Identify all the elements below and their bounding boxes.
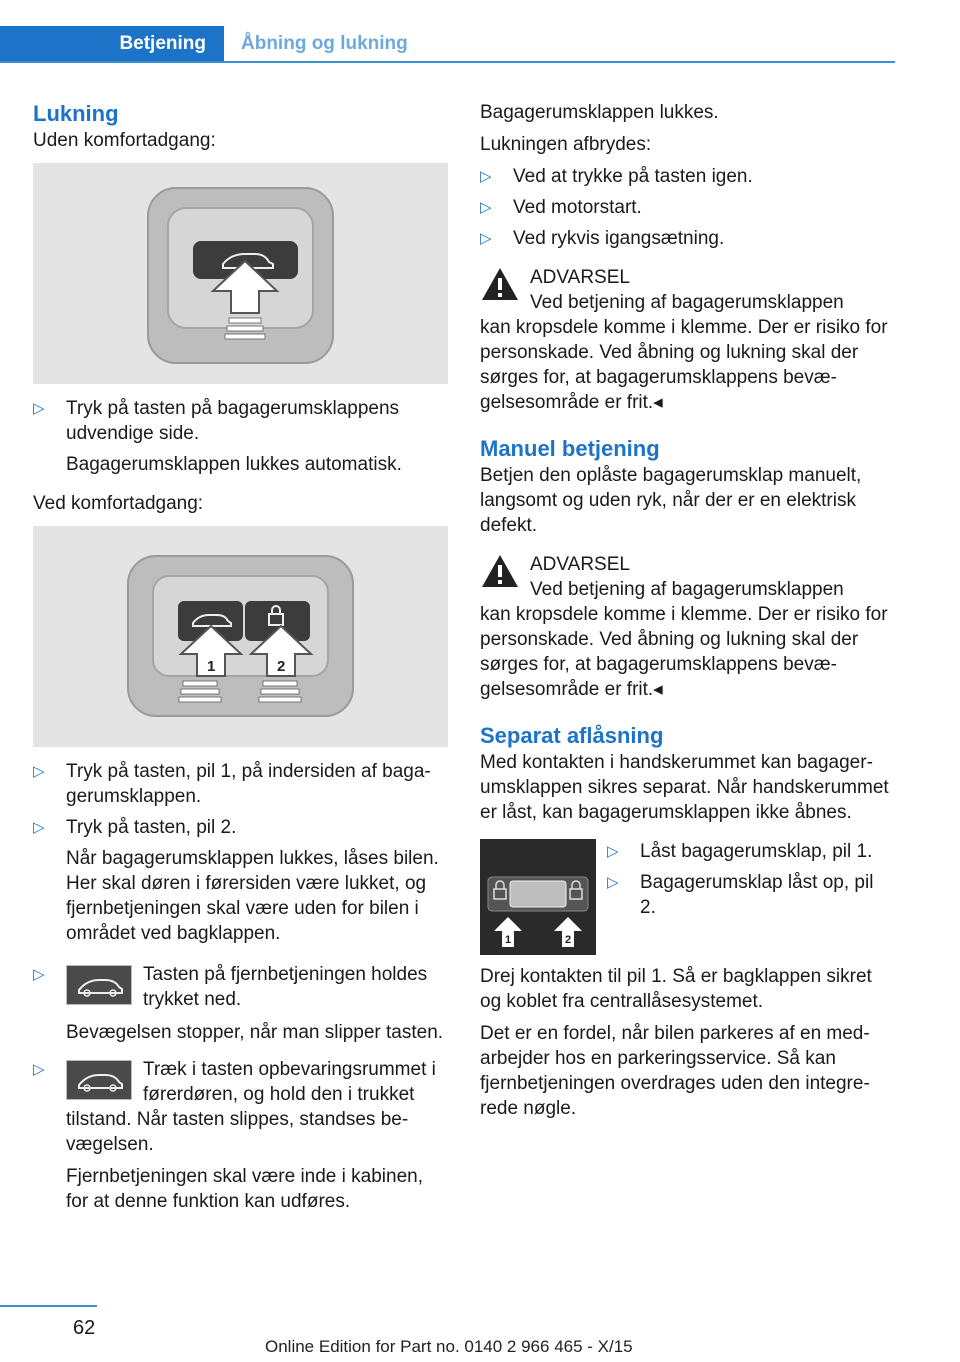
- bullet-icon: ▷: [480, 168, 492, 185]
- warning-block-2: [480, 552, 895, 702]
- warning-line1: Ved betjening af bagagerumsklappen: [530, 579, 844, 600]
- after-text-2: Det er en fordel, når bilen parkeres af en medarbejder hos en parkeringsservice. Så kan fjernbetjeningen overdrages uden den integrerede nøgle.: [480, 1023, 870, 1119]
- list-item-sub-cont: tilstand. Når tasten slippes, standses bevægelsen.: [66, 1109, 409, 1155]
- section-heading-separat: Separat aflåsning: [480, 723, 664, 748]
- left-column: [33, 100, 448, 1221]
- intro-text: Uden komfortadgang:: [33, 130, 216, 151]
- warning-title: ADVARSEL: [530, 267, 630, 288]
- list-item: ▷ Ved motorstart.: [480, 197, 642, 218]
- after-text-1: Drej kontakten til pil 1. Så er bagklappen sikret og koblet fra centrallåsesystemet.: [480, 966, 872, 1012]
- list-item-sub: Bagagerumsklappen lukkes automatisk.: [66, 454, 402, 475]
- warning-title: ADVARSEL: [530, 554, 630, 575]
- glovebox-switch-figure: [480, 839, 596, 955]
- list-item: ▷ Ved at trykke på tasten igen.: [480, 166, 753, 187]
- section-heading-manuel: Manuel betjening: [480, 436, 660, 461]
- bullet-icon: ▷: [480, 199, 492, 216]
- list-item-door-button: ▷ Træk i tasten opbevaringsrummet i førerdøren, og hold den i trukket: [33, 1059, 436, 1105]
- list-item-sub: Fjernbetjeningen skal være inde i kabinen, for at denne funktion kan udføres.: [66, 1166, 423, 1212]
- manual-text: Betjen den oplåste bagagerumsklap manuelt, langsomt og uden ryk, når der er en elektrisk defekt.: [480, 465, 862, 536]
- edition-text: Online Edition for Part no. 0140 2 966 465 - X/15: [265, 1337, 633, 1356]
- fig-arrow-label-2: 2: [277, 658, 286, 675]
- warning-icon: [480, 552, 520, 597]
- warning-body: kan kropsdele komme i klemme. Der er risiko for personskade. Ved åbning og lukning skal der sørges for, at bagagerumsklappens bevægelsesområde er frit.◂: [480, 604, 888, 700]
- trunk-two-buttons-figure: [33, 526, 448, 747]
- closing-text: Bagagerumsklappen lukkes.: [480, 102, 719, 123]
- bullet-icon: ▷: [33, 763, 45, 780]
- list-item: ▷ Tryk på tasten, pil 2.: [33, 817, 237, 838]
- footer-rule: [0, 1305, 97, 1307]
- page-number: 62: [73, 1317, 96, 1339]
- header-tab-betjening[interactable]: Betjening: [0, 26, 224, 61]
- page-header: [0, 26, 895, 63]
- bullet-icon: ▷: [33, 1061, 45, 1078]
- warning-icon: [480, 265, 520, 310]
- right-column: [480, 100, 895, 1128]
- remote-trunk-icon: [66, 965, 132, 1005]
- bullet-icon: ▷: [33, 400, 45, 417]
- switch-arrow-label-2: 2: [565, 934, 572, 946]
- bullet-icon: ▷: [607, 874, 619, 891]
- section-heading-lukning: Lukning: [33, 101, 119, 126]
- list-item-sub: Bevægelsen stopper, når man slipper tasten.: [66, 1022, 444, 1043]
- list-item-sub: Når bagagerumsklappen lukkes, låses bilen. Her skal døren i førersiden være lukket, og fjernbetjeningen skal være uden for bilen i området ved bagklappen.: [66, 848, 439, 944]
- list-item: ▷ Bagagerumsklap låst op, pil 2.: [607, 872, 874, 918]
- warning-body: kan kropsdele komme i klemme. Der er risiko for personskade. Ved åbning og lukning skal der sørges for, at bagagerumsklappens bevægelsesområde er frit.◂: [480, 317, 888, 413]
- trunk-button-figure: [33, 163, 448, 384]
- bullet-icon: ▷: [33, 966, 45, 983]
- header-tab-aabning[interactable]: Åbning og lukning: [241, 33, 408, 54]
- list-item: ▷ Ved rykvis igangsætning.: [480, 228, 725, 249]
- bullet-icon: ▷: [607, 843, 619, 860]
- intro-text-2: Ved komfortadgang:: [33, 493, 204, 514]
- list-item: ▷ Tryk på tasten på bagagerumsklappens udvendige side.: [33, 398, 400, 444]
- door-trunk-icon: [66, 1060, 132, 1100]
- warning-block-1: [480, 265, 895, 415]
- separat-block: [480, 839, 895, 964]
- interrupt-intro: Lukningen afbrydes:: [480, 134, 652, 155]
- bullet-icon: ▷: [480, 230, 492, 247]
- list-item: ▷ Tryk på tasten, pil 1, på indersiden af bagagerumsklappen.: [33, 761, 431, 807]
- switch-arrow-label-1: 1: [505, 934, 512, 946]
- bullet-icon: ▷: [33, 819, 45, 836]
- warning-line1: Ved betjening af bagagerumsklappen: [530, 292, 844, 313]
- list-item-remote: ▷ Tasten på fjernbetjeningen holdes trykket ned.: [33, 964, 428, 1010]
- fig-arrow-label-1: 1: [207, 658, 216, 675]
- separat-text: Med kontakten i handskerummet kan bagagerumsklappen sikres separat. Når handskerummet er låst, kan bagagerumsklappen ikke åbnes.: [480, 752, 889, 823]
- list-item: ▷ Låst bagagerumsklap, pil 1.: [607, 841, 873, 862]
